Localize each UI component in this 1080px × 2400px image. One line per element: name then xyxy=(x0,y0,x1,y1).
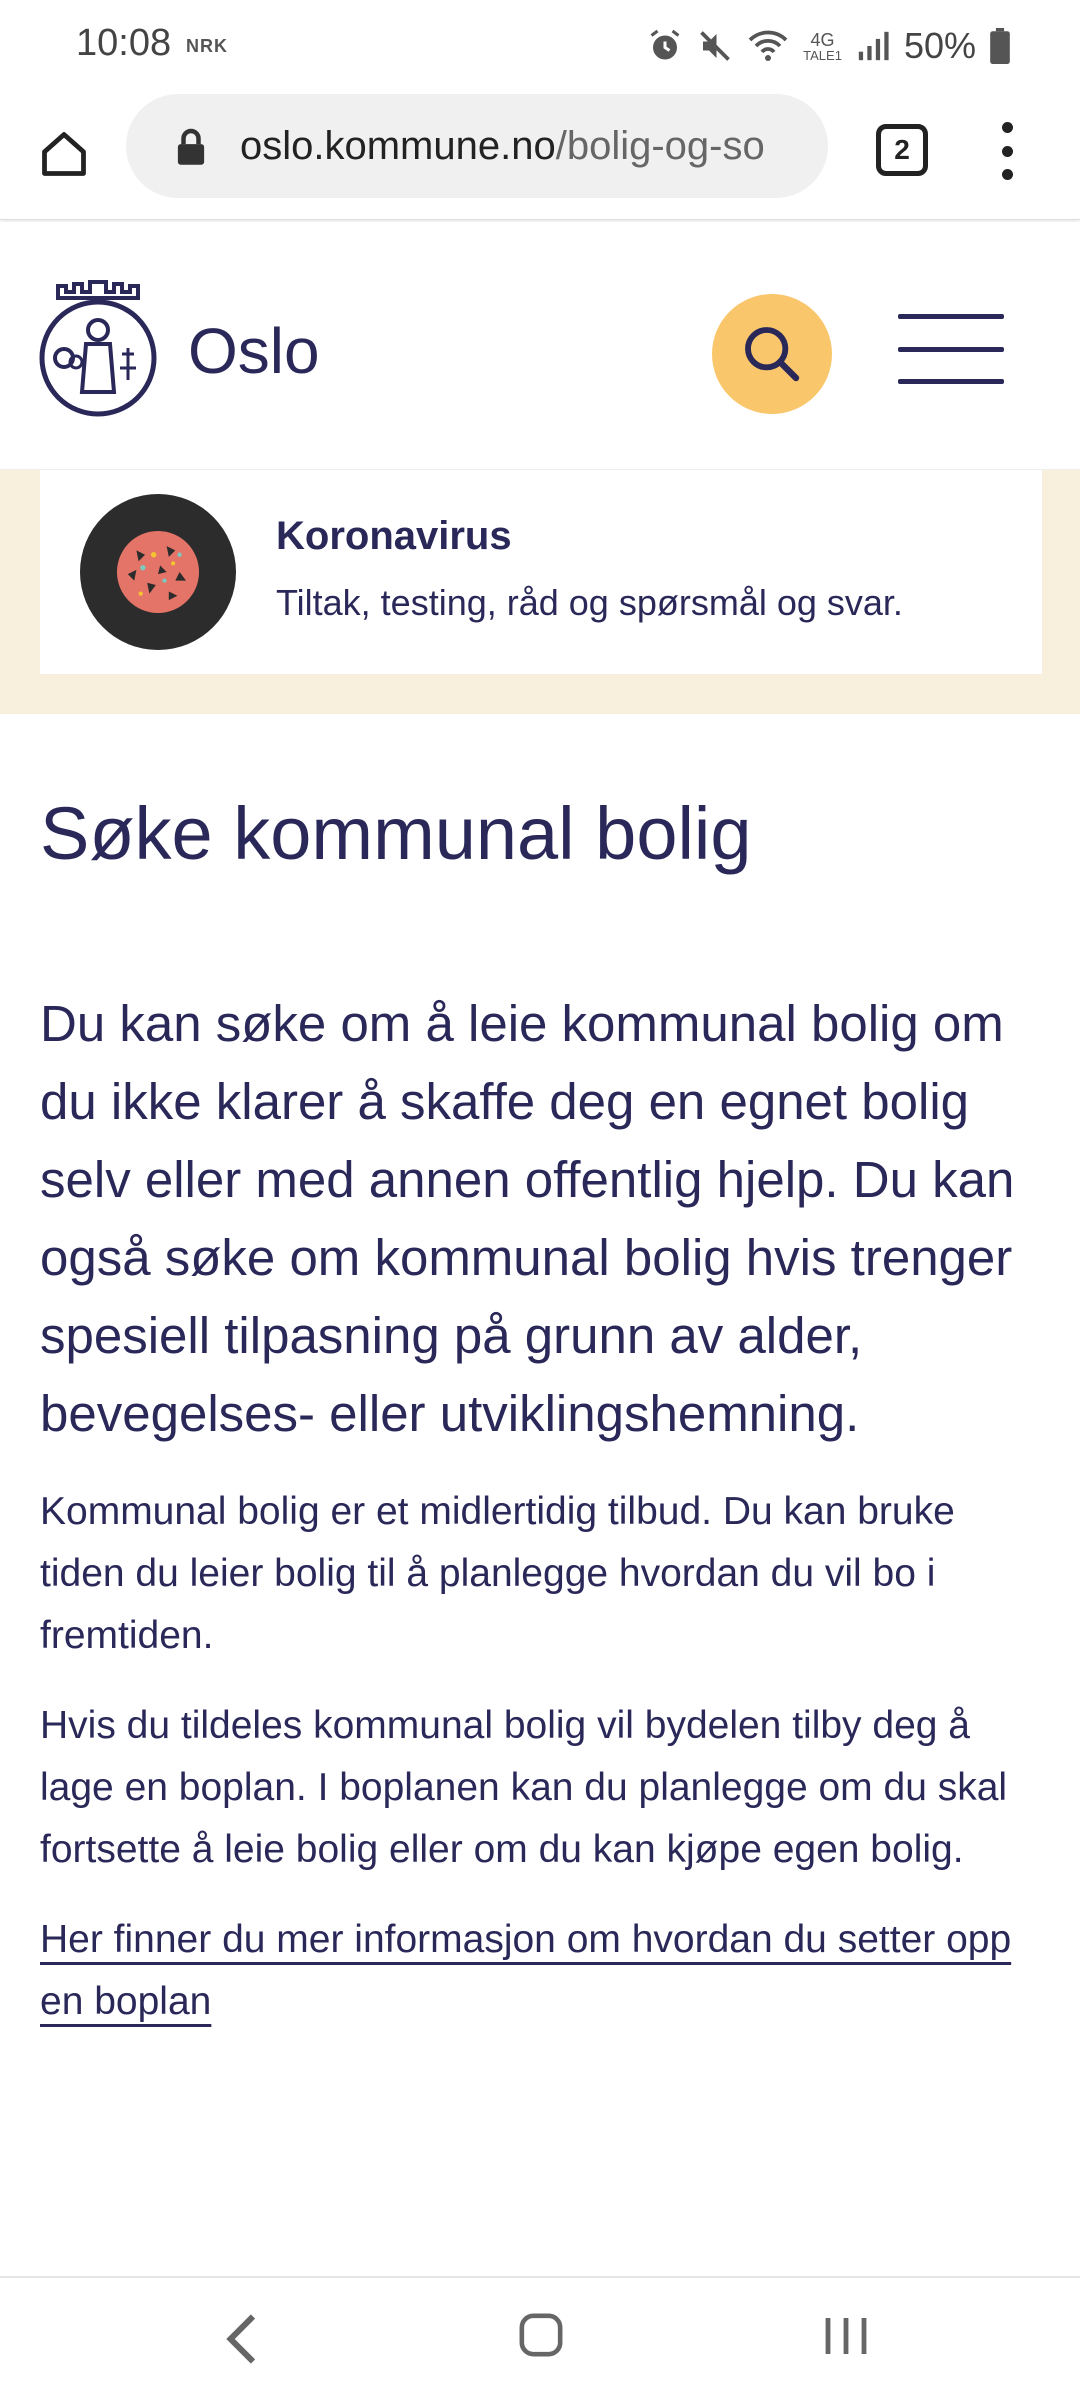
corona-banner xyxy=(0,470,1080,714)
network-label: 4G xyxy=(810,29,835,50)
url-domain: oslo.kommune.no xyxy=(240,123,556,168)
url-text xyxy=(240,124,765,169)
status-bar xyxy=(0,0,1080,90)
article-paragraph-2: Hvis du tildeles kommunal bolig vil bydelen tilby deg å lage en boplan. I boplanen kan du planlegge om du skal fortsette å leie bolig eller om du kan kjøpe egen bolig. xyxy=(40,1703,1008,1871)
banner-subtitle: Tiltak, testing, råd og spørsmål og svar. xyxy=(276,582,903,623)
boplan-info-link[interactable]: Her finner du mer informasjon om hvordan du setter opp en boplan xyxy=(40,1917,1012,2023)
search-button[interactable] xyxy=(712,294,832,414)
address-bar[interactable] xyxy=(126,94,828,198)
banner-title: Koronavirus xyxy=(276,514,512,558)
nrk-notification-icon: NRK xyxy=(186,36,228,56)
alarm-icon xyxy=(647,28,683,64)
url-path: /bolig-og-so xyxy=(555,123,765,168)
mute-icon xyxy=(697,28,733,64)
network-type xyxy=(803,31,842,62)
status-icons xyxy=(647,20,1010,72)
tab-switcher-button[interactable]: 2 xyxy=(876,124,928,176)
kebab-dot xyxy=(1002,122,1013,133)
home-icon xyxy=(38,128,90,180)
wifi-icon xyxy=(747,28,789,64)
kebab-dot xyxy=(1002,146,1013,157)
browser-home-button[interactable] xyxy=(30,120,98,188)
recent-apps-icon[interactable] xyxy=(820,2312,872,2360)
menu-line xyxy=(898,314,1004,319)
corona-card[interactable] xyxy=(40,470,1042,674)
article-lead: Du kan søke om å leie kommunal bolig om du ikke klarer å skaffe deg en egnet bolig selv eller med annen offentlig hjelp. Du kan også søke om kommunal bolig hvis trenger spesiell tilpasning på grunn av alder, bevegelses- eller utviklingshemning. xyxy=(40,994,1015,1442)
battery-icon xyxy=(990,28,1010,64)
menu-line xyxy=(898,347,1004,352)
browser-menu-button[interactable] xyxy=(990,118,1024,184)
signal-icon xyxy=(856,29,890,63)
hamburger-menu-button[interactable] xyxy=(898,314,1004,384)
home-nav-icon[interactable] xyxy=(518,2312,564,2358)
kebab-dot xyxy=(1002,169,1013,180)
system-nav-bar xyxy=(0,2276,1080,2400)
back-icon[interactable] xyxy=(218,2308,268,2370)
page-title: Søke kommunal bolig xyxy=(40,792,752,875)
menu-line xyxy=(898,379,1004,384)
virus-icon xyxy=(80,494,236,650)
article-paragraph-1: Kommunal bolig er et midlertidig tilbud. Du kan bruke tiden du leier bolig til å planlegge hvordan du vil bo i fremtiden. xyxy=(40,1489,955,1657)
site-name[interactable]: Oslo xyxy=(188,315,320,387)
oslo-logo-icon[interactable] xyxy=(36,272,160,422)
status-time: 10:08 xyxy=(76,22,172,64)
search-icon xyxy=(740,322,804,386)
site-header xyxy=(0,222,1080,470)
article xyxy=(40,790,1050,2033)
browser-toolbar xyxy=(0,90,1080,220)
lock-icon xyxy=(176,127,206,165)
battery-percent: 50% xyxy=(903,25,976,66)
network-sub-label: TALE1 xyxy=(803,47,842,63)
